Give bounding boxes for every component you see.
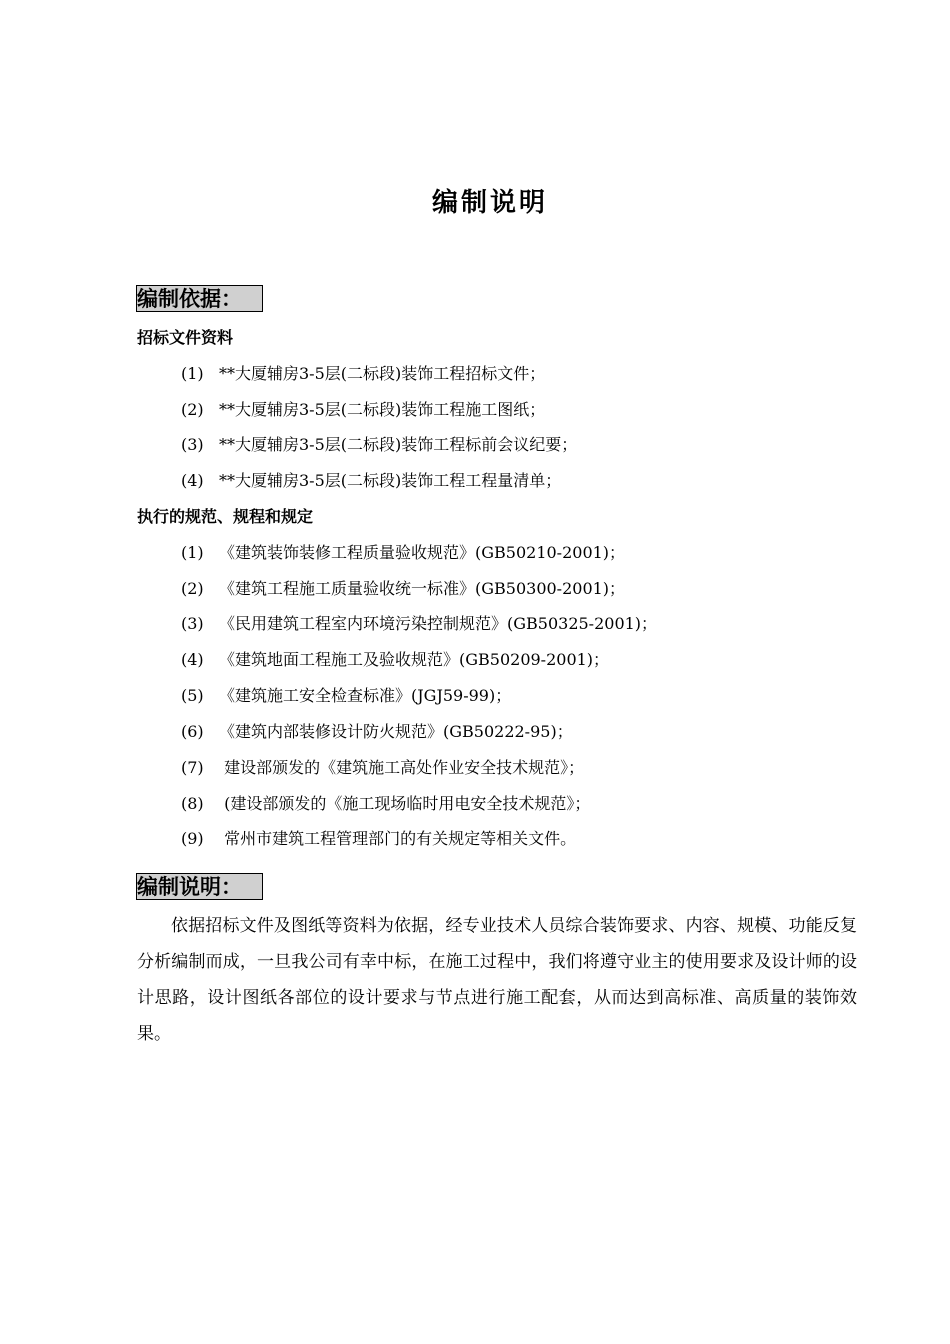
list-number: (5) xyxy=(181,686,204,705)
list-text: 《建筑内部装修设计防火规范》(GB50222-95)； xyxy=(219,722,573,741)
list-item xyxy=(181,362,545,386)
list-item xyxy=(181,433,577,457)
list-text: **大厦辅房3-5层(二标段)装饰工程标前会议纪要； xyxy=(219,435,578,454)
list-number: (4) xyxy=(181,471,204,490)
list-text: 《建筑工程施工质量验收统一标准》(GB50300-2001)； xyxy=(219,579,626,598)
list-number: (7) xyxy=(181,758,204,777)
list-number: (2) xyxy=(181,400,204,419)
explanation-heading: 编制说明： xyxy=(136,873,263,900)
list-text: (建设部颁发的《施工现场临时用电安全技术规范》； xyxy=(219,794,591,813)
list-text: 《建筑地面工程施工及验收规范》(GB50209-2001)； xyxy=(219,650,610,669)
list-text: **大厦辅房3-5层(二标段)装饰工程招标文件； xyxy=(219,364,546,383)
list-item xyxy=(181,577,625,601)
list-number: (4) xyxy=(181,650,204,669)
list-item xyxy=(181,684,511,708)
explanation-paragraph: 依据招标文件及图纸等资料为依据，经专业技术人员综合装饰要求、内容、规模、功能反复分析编制而成，一旦我公司有幸中标，在施工过程中，我们将遵守业主的使用要求及设计师的设计思路，设计图纸各部位的设计要求与节点进行施工配套，从而达到高标准、高质量的装饰效果。 xyxy=(137,916,857,1044)
basis-heading: 编制依据： xyxy=(136,285,263,312)
list-item xyxy=(181,398,545,422)
list-number: (9) xyxy=(181,829,204,848)
list-number: (6) xyxy=(181,722,204,741)
list-item xyxy=(181,612,657,636)
list-item xyxy=(181,469,561,493)
list-number: (8) xyxy=(181,794,204,813)
list-number: (1) xyxy=(181,543,204,562)
list-item xyxy=(181,720,573,744)
list-text: 建设部颁发的《建筑施工高处作业安全技术规范》； xyxy=(219,758,585,777)
list-item xyxy=(181,648,609,672)
list-text: 《建筑施工安全检查标准》(JGJ59-99)； xyxy=(219,686,512,705)
standards-subheading: 执行的规范、规程和规定 xyxy=(137,507,314,526)
document-title: 编制说明 xyxy=(431,188,548,218)
tender-subheading: 招标文件资料 xyxy=(137,328,234,347)
list-text: 《民用建筑工程室内环境污染控制规范》(GB50325-2001)； xyxy=(219,614,658,633)
list-text: **大厦辅房3-5层(二标段)装饰工程施工图纸； xyxy=(219,400,546,419)
list-text: 常州市建筑工程管理部门的有关规定等相关文件。 xyxy=(219,829,577,848)
list-item xyxy=(181,541,625,565)
list-item xyxy=(181,756,584,780)
list-text: **大厦辅房3-5层(二标段)装饰工程工程量清单； xyxy=(219,471,562,490)
list-number: (3) xyxy=(181,435,204,454)
list-item xyxy=(181,792,590,816)
list-number: (1) xyxy=(181,364,204,383)
list-text: 《建筑装饰装修工程质量验收规范》(GB50210-2001)； xyxy=(219,543,626,562)
list-item xyxy=(181,827,576,851)
list-number: (3) xyxy=(181,614,204,633)
list-number: (2) xyxy=(181,579,204,598)
